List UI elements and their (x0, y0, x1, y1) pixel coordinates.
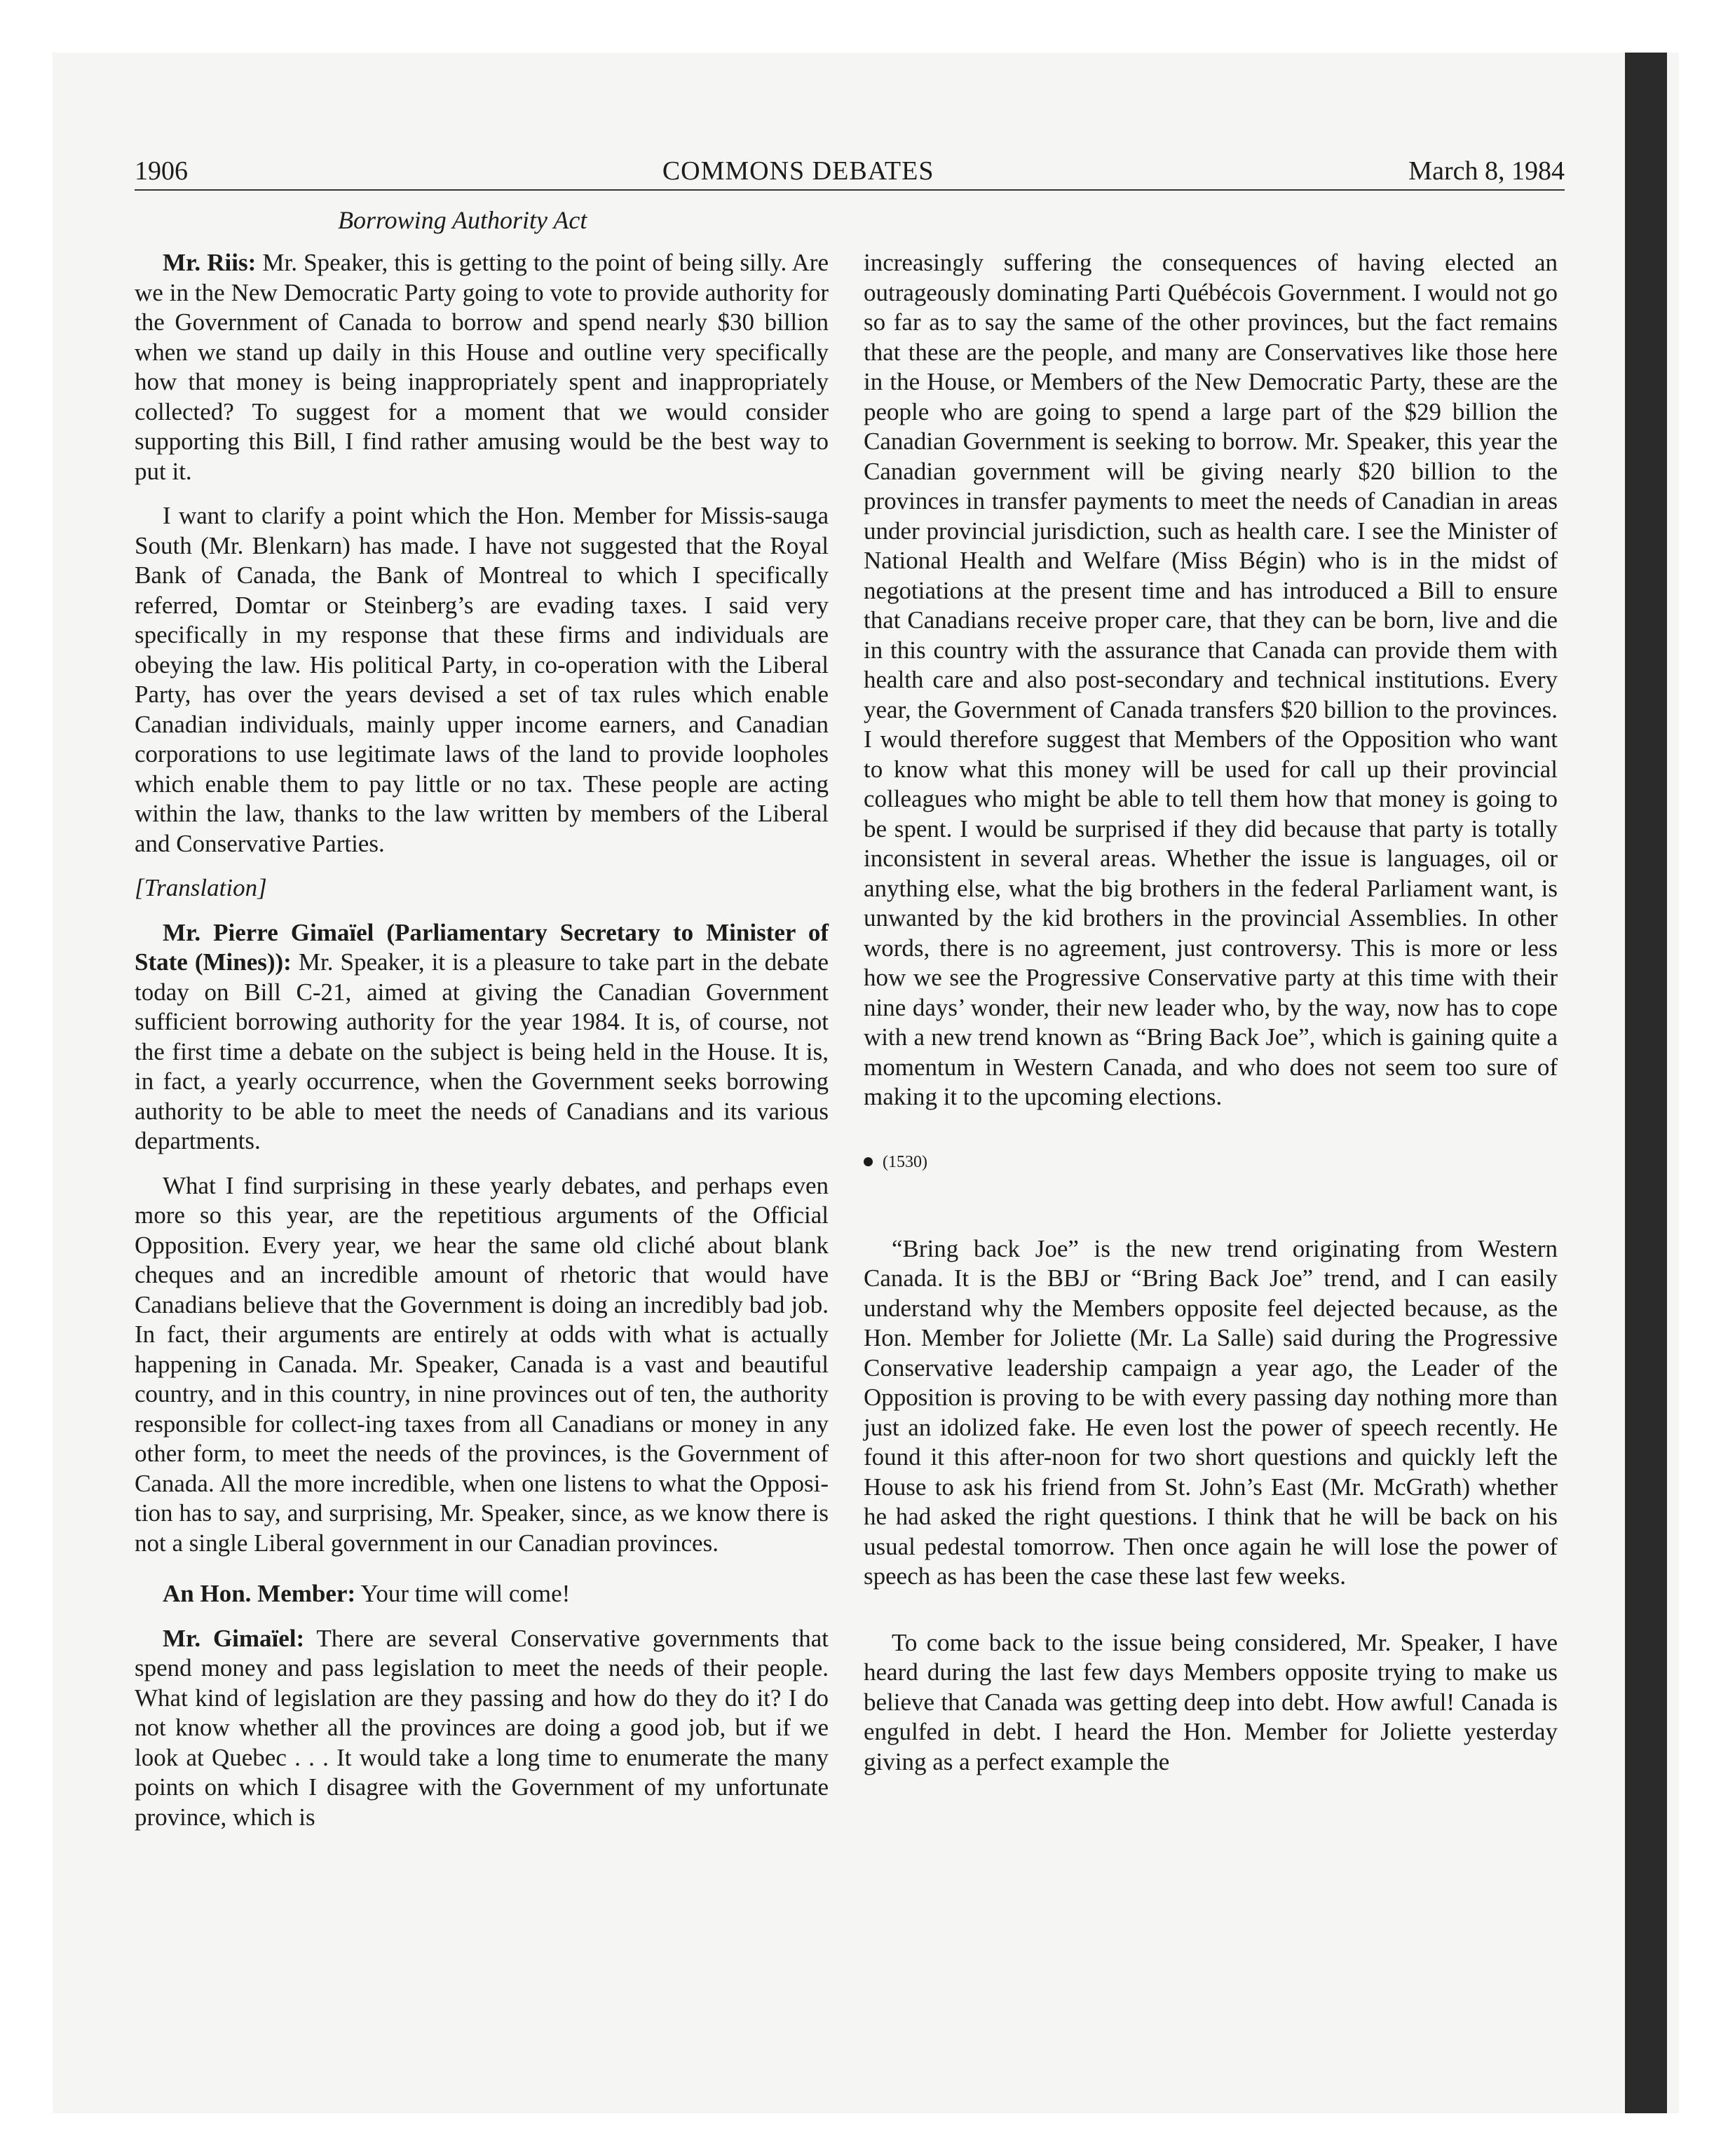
paragraph: What I find surprising in these yearly debates, and perhaps even more so this year, are the repetitious arguments of the Official Opposition. Every year, we hear the same old cliché about blank cheques and an incredible amount of rhetoric that would have Canadians believe that the Government is doing an incredibly bad job. In fact, their arguments are entirely at odds with what is actually happening in Canada. Mr. Speaker, Canada is a vast and beautiful country, and in this country, in nine provinces out of ten, the authority responsible for collect-ing taxes from all Canadians or money in any other form, to meet the needs of the provinces, is the Government of Canada. All the more incredible, when one listens to what the Opposi-tion has to say, and surprising, Mr. Speaker, since, as we know there is not a single Liberal government in our Canadian provinces. (135, 1171, 829, 1557)
scan-edge-strip (1625, 53, 1667, 2113)
page-date: March 8, 1984 (1408, 156, 1565, 186)
paragraph (135, 248, 829, 486)
section-title: Borrowing Authority Act (338, 206, 587, 234)
paragraph-text: Mr. Speaker, this is getting to the point of being silly. Are we in the New Democratic Party going to vote to provide authority for the Government of Canada to borrow and spend nearly $30 billion when we stand up daily in this House and outline very specifically how that money is being inappropriately spent and inappropriately collected? To suggest for a moment that we would consider supporting this Bill, I find rather amusing would be the best way to put it. (135, 249, 829, 485)
paragraph (135, 1624, 829, 1833)
paragraph: “Bring back Joe” is the new trend originating from Western Canada. It is the BBJ or “Bring Back Joe” trend, and I can easily understand why the Members opposite feel dejected because, as the Hon. Member for Joliette (Mr. La Salle) said during the Progressive Conservative leadership campaign a year ago, the Leader of the Opposition is proving to be with every passing day nothing more than just an idolized fake. He even lost the power of speech recently. He found it this after-noon for two short questions and quickly left the House to ask his friend from St. John’s East (Mr. McGrath) whether he had asked the right questions. I think that he will be back on his usual pedestal tomorrow. Then once again he will lose the power of speech as has been the case these last few weeks. (864, 1234, 1558, 1590)
paragraph (135, 918, 829, 1157)
speaker-name: Mr. Gimaïel: (163, 1624, 305, 1652)
speaker-name: An Hon. Member: (163, 1580, 356, 1607)
speaker-name: Mr. Pierre Gimaïel (Parliamentary Secretary to Minister of State (Mines)): (135, 918, 829, 976)
bullet-icon (864, 1157, 873, 1166)
right-column (864, 248, 1558, 1792)
paragraph-text: There are several Conservative governments that spend money and pass legislation to meet the needs of their people. What kind of legislation are they passing and how do they do it? I do not know whether all the provinces are doing a good job, but if we look at Quebec . . . It would take a long time to enumerate the many points on which I disagree with the Government of my unfortunate province, which is (135, 1624, 829, 1831)
publication-title: COMMONS DEBATES (662, 156, 934, 186)
time-marker (864, 1152, 1558, 1173)
translation-marker: [Translation] (135, 874, 267, 901)
paragraph: To come back to the issue being considered, Mr. Speaker, I have heard during the last few days Members opposite trying to make us believe that Canada was getting deep into debt. How awful! Canada is engulfed in debt. I heard the Hon. Member for Joliette yesterday giving as a perfect example the (864, 1628, 1558, 1775)
paragraph: increasingly suffering the consequences of having elected an outrageously dominating Parti Québécois Government. I would not go so far as to say the same of the other provinces, but the fact remains that these are the people, and many are Conservatives like those here in the House, or Members of the New Democratic Party, these are the people who are going to spend a large part of the $29 billion the Canadian Government is seeking to borrow. Mr. Speaker, this year the Canadian government will be giving nearly $20 billion to the provinces in transfer payments to meet the needs of Canadian in areas under provincial jurisdiction, such as health care. I see the Minister of National Health and Welfare (Miss Bégin) who is in the midst of negotiations at the present time and has introduced a Bill to ensure that Canadians receive proper care, that they can be born, live and die in this country with the assurance that Canada can provide them with health care and also post-secondary and technical institutions. Every year, the Government of Canada transfers $20 billion to the provinces. I would therefore suggest that Members of the Opposition who want to know what this money will be used for call up their provincial colleagues who might be able to tell them how that money is going to be spent. I would be surprised if they did because that party is totally inconsistent in several areas. Whether the issue is languages, oil or anything else, what the big brothers in the federal Parliament want, is unwanted by the kid brothers in the provincial Assemblies. In other words, there is no agreement, just controversy. This is more or less how we see the Progressive Conservative party at this time with their nine days’ wonder, their new leader who, by the way, now has to cope with a new trend known as “Bring Back Joe”, which is gaining quite a momentum in Western Canada, and who does not seem too sure of making it to the upcoming elections. (864, 249, 1558, 1110)
paragraph (135, 1579, 829, 1609)
time-marker-text: (1530) (883, 1152, 927, 1171)
page-header (135, 156, 1565, 191)
speaker-name: Mr. Riis: (163, 249, 257, 276)
paragraph-text: Mr. Speaker, it is a pleasure to take part in the debate today on Bill C-21, aimed at giving the Canadian Government sufficient borrowing authority for the year 1984. It is, of course, not the first time a debate on the subject is being held in the House. It is, in fact, a yearly occurrence, when the Government seeks borrowing authority to be able to meet the needs of Canadians and its various departments. (135, 948, 829, 1154)
left-column (135, 248, 829, 1847)
paragraph-text: Your time will come! (355, 1580, 571, 1607)
page-number: 1906 (135, 156, 188, 186)
paragraph: I want to clarify a point which the Hon. Member for Missis-sauga South (Mr. Blenkarn) has made. I have not suggested that the Royal Bank of Canada, the Bank of Montreal to which I specifically referred, Domtar or Steinberg’s are evading taxes. I said very specifically in my response that these firms and individuals are obeying the law. His political Party, in co-operation with the Liberal Party, has over the years devised a set of tax rules which enable Canadian individuals, mainly upper income earners, and Canadian corporations to use legitimate laws of the land to provide loopholes which enable them to pay little or no tax. These people are acting within the law, thanks to the law written by members of the Liberal and Conservative Parties. (135, 502, 829, 857)
